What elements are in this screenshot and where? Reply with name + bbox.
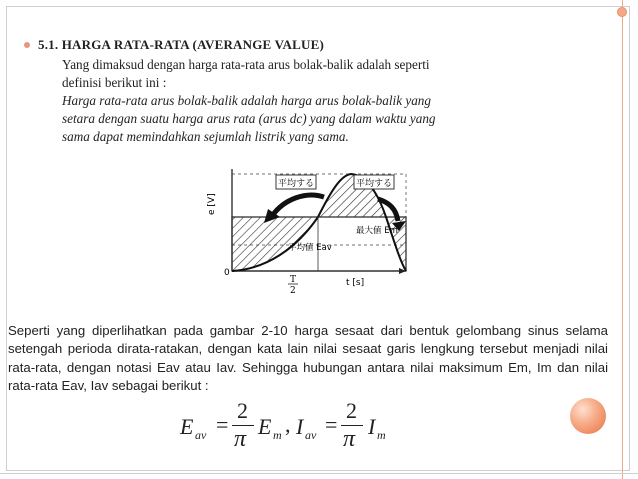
formula-equals-2: = xyxy=(325,412,338,437)
section-heading: 5.1. HARGA RATA-RATA (AVERANGE VALUE) xyxy=(38,37,324,52)
formula-eav-symbol: E xyxy=(180,414,194,439)
left-curved-arrow xyxy=(272,195,324,216)
formula-numerator-2: 2 xyxy=(346,398,357,423)
average-value-formula xyxy=(180,398,440,454)
formula-iav-symbol: I xyxy=(296,414,304,439)
formula-equals-1: = xyxy=(216,412,229,437)
t-mark-numerator: T xyxy=(290,275,297,285)
definition-line-3: sama dapat memindahkan sejumlah listrik yang sama. xyxy=(62,129,349,144)
decorative-orb xyxy=(570,398,606,434)
formula-em-sub: m xyxy=(273,428,282,442)
intro-line-1: Yang dimaksud dengan harga rata-rata arus bolak-balik adalah seperti xyxy=(62,57,430,72)
formula-im-symbol: I xyxy=(368,414,376,439)
definition-line-2: setara dengan suatu harga arus rata (arus dc) yang dalam waktu yang xyxy=(62,111,436,126)
formula-iav-sub: av xyxy=(305,428,317,442)
intro-paragraph xyxy=(62,56,612,146)
definition-line-1: Harga rata-rata arus bolak-balik adalah harga arus bolak-balik yang xyxy=(62,93,431,108)
intro-line-2: definisi berikut ini : xyxy=(62,75,167,90)
formula-eav-sub: av xyxy=(195,428,207,442)
bullet-heading xyxy=(24,42,30,48)
left-label-text: 平均する xyxy=(277,179,315,189)
formula-im-sub: m xyxy=(377,428,386,442)
formula-comma: , xyxy=(285,412,291,437)
t-mark-denominator: 2 xyxy=(290,286,296,296)
x-axis-label: t [s] xyxy=(346,278,365,288)
right-label-text: 平均する xyxy=(355,179,393,189)
max-value-label: 最大値 Em xyxy=(356,226,398,236)
formula-numerator-1: 2 xyxy=(237,398,248,423)
right-accent-line xyxy=(622,0,623,479)
explanation-paragraph: Seperti yang diperlihatkan pada gambar 2-10 harga sesaat dari bentuk gelombang sinus selama setengah perioda dirata-ratakan, dengan kata lain nilai sesaat garis lengkung tersebut menjadi nilai rata-rata, dengan notasi Eav atau Iav. Sehingga hubungan antara nilai maksimum Em, Im dan nilai rata-rata Eav, Iav sebagai berikut : xyxy=(8,323,608,393)
average-value-figure xyxy=(206,161,416,299)
corner-dot xyxy=(617,7,627,17)
average-value-label: 平均値 Eav xyxy=(288,243,332,253)
origin-label: 0 xyxy=(224,268,230,278)
formula-em-symbol: E xyxy=(258,414,272,439)
formula-denominator-2: π xyxy=(343,426,356,452)
formula-denominator-1: π xyxy=(234,426,247,452)
bottom-line xyxy=(0,473,638,474)
y-axis-label: e [V] xyxy=(207,193,217,215)
